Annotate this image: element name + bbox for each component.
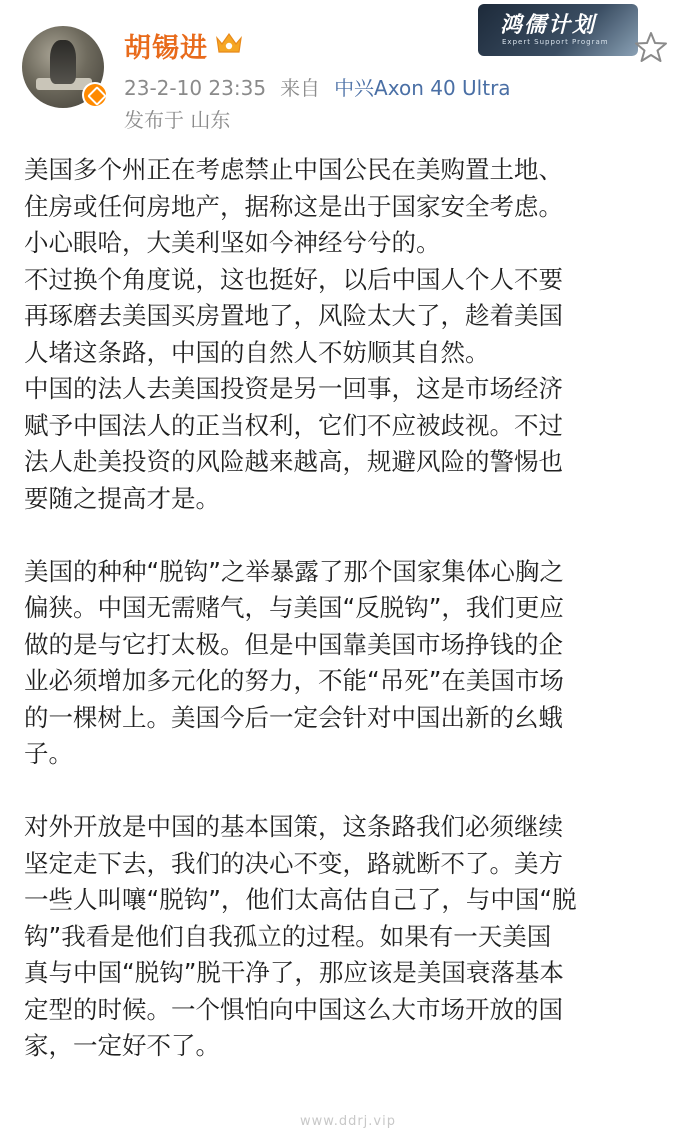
verified-badge-icon — [82, 82, 108, 108]
text-line: 业必须增加多元化的努力，不能“吊死”在美国市场 — [24, 666, 564, 695]
star-outline-icon[interactable] — [634, 30, 668, 64]
text-line: 法人赴美投资的风险越来越高，规避风险的警惕也 — [24, 447, 563, 476]
text-line: 住房或任何房地产，据称这是出于国家安全考虑。 — [24, 191, 563, 221]
text-line: 人堵这条路，中国的自然人不妨顺其自然。 — [24, 337, 490, 367]
text-line: 不过换个角度说，这也挺好，以后中国人个人不要 — [24, 264, 563, 294]
text-line: 的一棵树上。美国今后一定会针对中国出新的幺蛾 — [24, 702, 563, 732]
text-line: 坚定走下去，我们的决心不变，路就断不了。美方 — [24, 848, 563, 878]
paragraph-spacer — [24, 773, 672, 810]
text-line: 子。 — [24, 739, 73, 768]
source-prefix: 来自 — [280, 76, 321, 100]
vip-crown-icon[interactable] — [214, 30, 244, 56]
author-avatar[interactable] — [22, 26, 104, 108]
author-name[interactable]: 胡锡进 — [124, 33, 208, 64]
post-paragraph-2 — [24, 554, 672, 773]
post-paragraph-1 — [24, 152, 672, 517]
text-line: 偏狭。中国无需赌气，与美国“反脱钩”，我们更应 — [24, 593, 564, 622]
post-timestamp: 23-2-10 23:35 — [124, 76, 267, 100]
text-line: 定型的时候。一个惧怕向中国这么大市场开放的国 — [24, 994, 563, 1024]
paragraph-spacer — [24, 517, 672, 554]
text-line: 小心眼哈，大美利坚如今神经兮兮的。 — [24, 228, 441, 257]
post-location: 发布于 山东 — [124, 108, 231, 132]
text-line: 一些人叫嚷“脱钩”，他们太高估自己了，与中国“脱 — [24, 885, 577, 914]
logo-subtitle: Expert Support Program — [502, 38, 609, 46]
text-line: 美国的种种“脱钩”之举暴露了那个国家集体心胸之 — [24, 556, 564, 586]
hongru-program-logo — [478, 4, 638, 56]
device-link[interactable]: 中兴Axon 40 Ultra — [334, 76, 511, 100]
text-line: 做的是与它打太极。但是中国靠美国市场挣钱的企 — [24, 629, 563, 659]
text-line: 对外开放是中国的基本国策，这条路我们必须继续 — [24, 812, 563, 841]
post-body — [24, 152, 672, 1065]
post-header — [0, 0, 690, 140]
text-line: 中国的法人去美国投资是另一回事，这是市场经济 — [24, 374, 563, 403]
text-line: 钩”我看是他们自我孤立的过程。如果有一天美国 — [24, 921, 552, 951]
text-line: 赋予中国法人的正当权利，它们不应被歧视。不过 — [24, 410, 563, 440]
text-line: 家，一定好不了。 — [24, 1031, 220, 1060]
text-line: 要随之提高才是。 — [24, 483, 220, 513]
avatar-photo-figure — [50, 40, 76, 84]
site-watermark: www.ddrj.vip — [300, 1114, 396, 1129]
post-meta — [124, 72, 511, 101]
text-line: 再琢磨去美国买房置地了，风险太大了，趁着美国 — [24, 301, 563, 330]
logo-title: 鸿儒计划 — [500, 12, 597, 38]
text-line: 美国多个州正在考虑禁止中国公民在美购置土地、 — [24, 155, 563, 184]
post-paragraph-3 — [24, 809, 672, 1065]
text-line: 真与中国“脱钩”脱干净了，那应该是美国衰落基本 — [24, 958, 564, 987]
